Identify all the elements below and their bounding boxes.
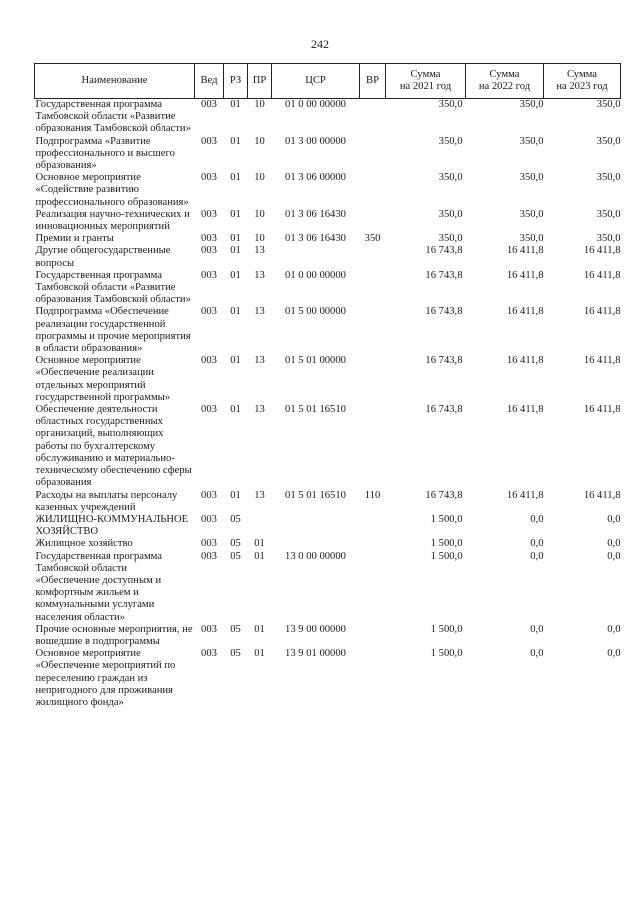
- cell-csr: [272, 538, 360, 550]
- cell-name: Реализация научно-технических и инновационных мероприятий: [35, 208, 190, 233]
- cell-name: ЖИЛИЩНО-КОММУНАЛЬНОЕ ХОЗЯЙСТВО: [35, 513, 189, 538]
- cell-rz: 01: [230, 269, 241, 281]
- cell-csr: 01 5 01 16510: [285, 404, 346, 416]
- cell-sum-2022: 0,0: [530, 538, 544, 550]
- cell-vr: [360, 355, 386, 404]
- table-row: [35, 270, 621, 307]
- cell-csr: 13 9 01 00000: [285, 648, 346, 660]
- cell-sum-2023: 16 411,8: [583, 489, 621, 501]
- cell-csr: 01 5 01 16510: [285, 489, 346, 501]
- cell-vr: [360, 99, 386, 136]
- cell-sum-2021: 16 743,8: [425, 306, 463, 318]
- cell-sum-2021: 16 743,8: [425, 489, 463, 501]
- cell-ved: 003: [201, 489, 217, 501]
- cell-csr: 13 0 00 00000: [285, 550, 346, 562]
- cell-sum-2021: 350,0: [438, 172, 463, 184]
- cell-ved: 003: [201, 648, 217, 660]
- cell-sum-2022: 0,0: [530, 623, 544, 635]
- cell-rz: 05: [230, 648, 241, 660]
- cell-ved: 003: [201, 550, 217, 562]
- header-sum-2021-line1: Сумма: [410, 69, 441, 80]
- table-row: [35, 514, 621, 538]
- table-row: [35, 551, 621, 624]
- cell-sum-2023: 0,0: [607, 648, 621, 660]
- header-sum-2022: [466, 64, 544, 99]
- cell-pr: 01: [254, 648, 265, 660]
- cell-pr: 13: [254, 306, 265, 318]
- cell-pr: 10: [254, 99, 265, 110]
- cell-rz: 05: [230, 538, 241, 550]
- cell-csr: 01 3 06 16430: [285, 233, 346, 245]
- cell-sum-2021: 1 500,0: [430, 538, 463, 550]
- cell-csr: 01 3 06 16430: [285, 208, 346, 220]
- budget-table: [34, 63, 621, 709]
- cell-sum-2023: 350,0: [596, 99, 621, 110]
- cell-rz: 05: [230, 513, 241, 525]
- cell-name: Расходы на выплаты персоналу казенных учреждений: [35, 489, 178, 513]
- table-row: [35, 404, 621, 489]
- header-ved: Вед: [195, 64, 224, 99]
- cell-pr: 01: [254, 550, 265, 562]
- cell-sum-2022: 350,0: [519, 233, 544, 245]
- table-row: [35, 172, 621, 209]
- header-pr: ПР: [248, 64, 272, 99]
- cell-sum-2023: 0,0: [607, 623, 621, 635]
- page-number: 242: [311, 37, 329, 51]
- cell-sum-2022: 0,0: [530, 550, 544, 562]
- cell-sum-2023: 16 411,8: [583, 269, 621, 281]
- header-sum-2022-line2: на 2022 год: [478, 81, 531, 92]
- cell-sum-2022: 350,0: [519, 208, 544, 220]
- cell-sum-2021: 16 743,8: [425, 269, 463, 281]
- cell-vr: 110: [364, 489, 381, 501]
- cell-vr: [360, 209, 386, 233]
- cell-pr: 13: [254, 355, 265, 367]
- cell-pr: 01: [254, 623, 265, 635]
- cell-ved: 003: [201, 269, 217, 281]
- cell-rz: 05: [230, 623, 241, 635]
- cell-vr: [360, 136, 386, 173]
- cell-ved: 003: [201, 208, 217, 220]
- header-sum-2023-line2: на 2023 год: [556, 81, 608, 92]
- cell-rz: 01: [230, 245, 241, 257]
- cell-rz: 01: [230, 99, 241, 110]
- cell-csr: 01 0 00 00000: [285, 269, 346, 281]
- cell-name: Жилищное хозяйство: [35, 538, 133, 550]
- table-row: [35, 136, 621, 173]
- cell-csr: 01 5 00 00000: [285, 306, 346, 318]
- table-row: [35, 624, 621, 648]
- cell-vr: [360, 270, 386, 307]
- cell-name: Прочие основные мероприятия, не вошедшие в подпрограммы: [35, 623, 193, 647]
- cell-rz: 01: [230, 306, 241, 318]
- cell-sum-2021: 350,0: [438, 233, 463, 245]
- cell-rz: 01: [230, 208, 241, 220]
- cell-ved: 003: [201, 404, 217, 416]
- cell-name: Другие общегосударственные вопросы: [35, 245, 171, 269]
- header-csr: ЦСР: [272, 64, 360, 99]
- cell-vr: [360, 648, 386, 709]
- cell-sum-2023: 350,0: [596, 135, 621, 147]
- cell-vr: [360, 404, 386, 489]
- cell-sum-2022: 16 411,8: [506, 355, 544, 367]
- table-header: [35, 64, 621, 99]
- cell-sum-2023: 0,0: [607, 538, 621, 550]
- cell-sum-2023: 350,0: [596, 172, 621, 184]
- cell-csr: 01 5 01 00000: [285, 355, 346, 367]
- header-sum-2023-line1: Сумма: [567, 69, 597, 80]
- cell-pr: 10: [254, 233, 265, 245]
- table-row: [35, 99, 621, 136]
- cell-sum-2021: 350,0: [438, 99, 463, 110]
- cell-sum-2022: 16 411,8: [506, 306, 544, 318]
- table-row: [35, 355, 621, 404]
- table-row: [35, 306, 621, 355]
- cell-vr: [360, 551, 386, 624]
- cell-sum-2022: 0,0: [530, 513, 544, 525]
- header-rz: РЗ: [224, 64, 248, 99]
- cell-sum-2021: 16 743,8: [425, 404, 463, 416]
- cell-sum-2023: 16 411,8: [583, 245, 621, 257]
- cell-sum-2023: 16 411,8: [583, 355, 621, 367]
- cell-pr: 10: [254, 208, 265, 220]
- header-sum-2023: [544, 64, 621, 99]
- header-vr: ВР: [360, 64, 386, 99]
- cell-pr: 13: [254, 404, 265, 416]
- cell-sum-2023: 16 411,8: [583, 404, 621, 416]
- cell-vr: [360, 245, 386, 269]
- cell-sum-2023: 0,0: [607, 513, 621, 525]
- cell-pr: 13: [254, 269, 265, 281]
- cell-name: Основное мероприятие «Содействие развитию профессионального образования»: [35, 172, 189, 208]
- cell-sum-2021: 1 500,0: [430, 550, 463, 562]
- cell-sum-2023: 350,0: [596, 208, 621, 220]
- cell-vr: [360, 514, 386, 538]
- cell-pr: 13: [254, 245, 265, 257]
- cell-ved: 003: [201, 172, 217, 184]
- cell-sum-2021: 1 500,0: [430, 623, 463, 635]
- table-body: [35, 99, 621, 710]
- cell-ved: 003: [201, 135, 217, 147]
- cell-name: Премии и гранты: [35, 233, 114, 245]
- cell-sum-2021: 1 500,0: [430, 648, 463, 660]
- cell-rz: 01: [230, 404, 241, 416]
- cell-rz: 01: [230, 355, 241, 367]
- table-row: [35, 209, 621, 233]
- table-row: [35, 648, 621, 709]
- cell-pr: [248, 514, 272, 538]
- cell-ved: 003: [201, 623, 217, 635]
- cell-sum-2023: 0,0: [607, 550, 621, 562]
- cell-name: Государственная программа Тамбовской области «Развитие образования Тамбовской области»: [35, 99, 191, 135]
- cell-vr: [360, 172, 386, 209]
- cell-ved: 003: [201, 538, 217, 550]
- cell-sum-2021: 350,0: [438, 135, 463, 147]
- cell-sum-2023: 350,0: [596, 233, 621, 245]
- cell-vr: 350: [364, 233, 381, 245]
- cell-name: Подпрограмма «Развитие профессионального и высшего образования»: [35, 135, 175, 172]
- cell-pr: 01: [254, 538, 265, 550]
- cell-pr: 10: [254, 135, 265, 147]
- cell-ved: 003: [201, 233, 217, 245]
- cell-sum-2022: 16 411,8: [506, 269, 544, 281]
- cell-rz: 05: [230, 550, 241, 562]
- cell-sum-2021: 1 500,0: [430, 513, 463, 525]
- cell-ved: 003: [201, 245, 217, 257]
- cell-sum-2022: 350,0: [519, 135, 544, 147]
- cell-sum-2021: 16 743,8: [425, 355, 463, 367]
- table-row: [35, 233, 621, 245]
- cell-sum-2022: 350,0: [519, 99, 544, 110]
- header-sum-2022-line1: Сумма: [489, 69, 520, 80]
- cell-csr: 01 3 00 00000: [285, 135, 346, 147]
- cell-csr: 01 3 06 00000: [285, 172, 346, 184]
- cell-sum-2022: 16 411,8: [506, 404, 544, 416]
- cell-name: Основное мероприятие «Обеспечение мероприятий по переселению граждан из непригодного для проживания жилищного фонда»: [35, 648, 176, 708]
- cell-name: Обеспечение деятельности областных государственных организаций, выполняющих работы по бухгалтерскому обслуживанию и материально-техническому обеспечению сферы образования: [35, 404, 192, 489]
- cell-pr: 10: [254, 172, 265, 184]
- cell-name: Основное мероприятие «Обеспечение реализации отдельных мероприятий государственной программы»: [35, 355, 171, 403]
- header-sum-2021-line2: на 2021 год: [399, 81, 452, 92]
- cell-csr: [272, 514, 360, 538]
- cell-vr: [360, 538, 386, 550]
- cell-vr: [360, 306, 386, 355]
- cell-sum-2022: 16 411,8: [506, 245, 544, 257]
- cell-ved: 003: [201, 306, 217, 318]
- cell-sum-2022: 0,0: [530, 648, 544, 660]
- cell-name: Государственная программа Тамбовской области «Обеспечение доступным и комфортным жильем и коммунальными услугами населения области»: [35, 550, 163, 623]
- table-row: [35, 490, 621, 514]
- cell-csr: 13 9 00 00000: [285, 623, 346, 635]
- header-name: Наименование: [35, 64, 195, 99]
- cell-ved: 003: [201, 355, 217, 367]
- header-sum-2021: [386, 64, 466, 99]
- table-row: [35, 538, 621, 550]
- cell-ved: 003: [201, 513, 217, 525]
- cell-sum-2021: 16 743,8: [425, 245, 463, 257]
- cell-rz: 01: [230, 172, 241, 184]
- cell-pr: 13: [254, 489, 265, 501]
- cell-sum-2021: 350,0: [438, 208, 463, 220]
- cell-name: Государственная программа Тамбовской области «Развитие образования Тамбовской области»: [35, 269, 191, 306]
- cell-sum-2022: 350,0: [519, 172, 544, 184]
- cell-rz: 01: [230, 489, 241, 501]
- cell-rz: 01: [230, 233, 241, 245]
- cell-name: Подпрограмма «Обеспечение реализации государственной программы и прочие мероприятия в области образования»: [35, 306, 191, 355]
- cell-csr: [272, 245, 360, 269]
- table-row: [35, 245, 621, 269]
- cell-sum-2022: 16 411,8: [506, 489, 544, 501]
- cell-csr: 01 0 00 00000: [285, 99, 346, 110]
- cell-rz: 01: [230, 135, 241, 147]
- cell-vr: [360, 624, 386, 648]
- cell-sum-2023: 16 411,8: [583, 306, 621, 318]
- cell-ved: 003: [201, 99, 217, 110]
